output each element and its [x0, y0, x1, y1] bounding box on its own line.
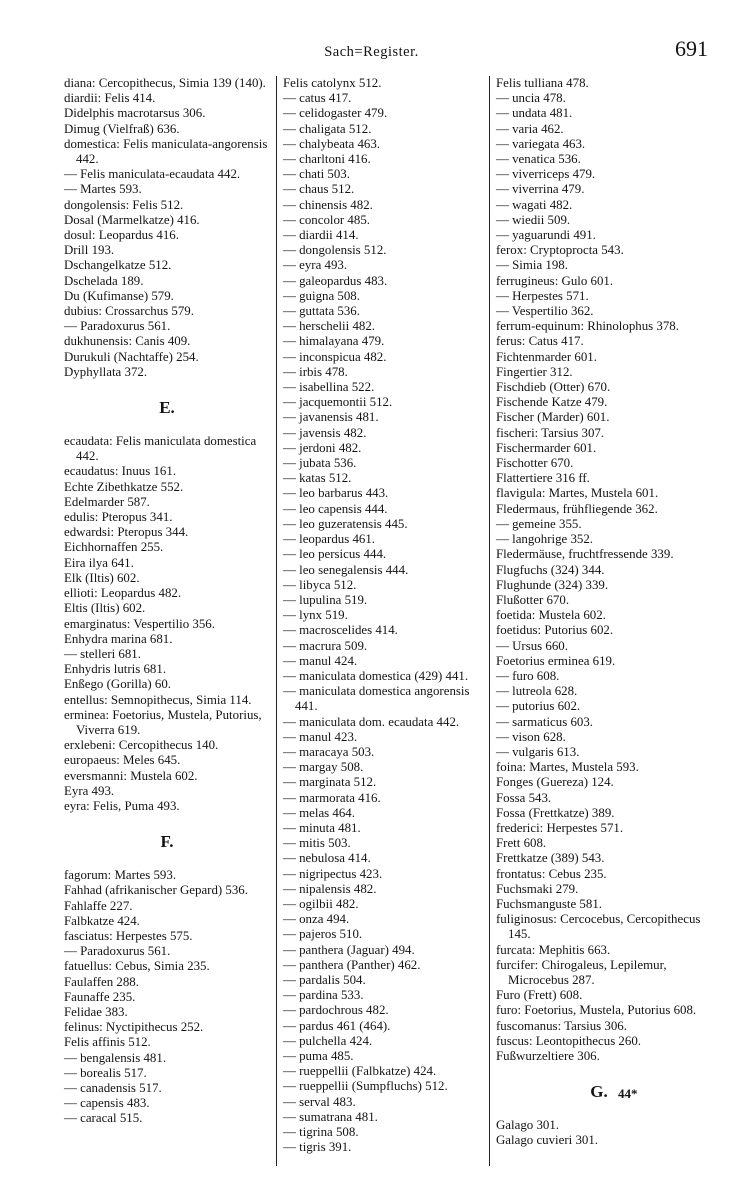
index-entry: Furo (Frett) 608.	[496, 988, 583, 1003]
index-entry: dubius: Crossarchus 579.	[64, 304, 194, 319]
index-entry: Enßego (Gorilla) 60.	[64, 677, 172, 692]
printer-signature: 44*	[618, 1086, 638, 1101]
index-entry: — javanensis 481.	[283, 410, 379, 425]
index-entry: domestica: Felis maniculata-angorensis 442.	[64, 136, 268, 167]
index-entry: — pardalis 504.	[283, 972, 366, 987]
index-entry: — inconspicua 482.	[283, 349, 387, 364]
index-entry: — macrura 509.	[283, 638, 368, 653]
index-entry: dongolensis: Felis 512.	[64, 197, 184, 212]
section-f-list	[64, 868, 270, 1126]
index-entry: Drill 193.	[64, 243, 115, 258]
index-entry: — maracaya 503.	[283, 744, 375, 759]
index-entry: — tigrina 508.	[283, 1125, 359, 1140]
index-entry: — guttata 536.	[283, 304, 360, 319]
index-entry: — lupulina 519.	[283, 592, 368, 607]
index-entry: — Felis maniculata-ecaudata 442.	[64, 167, 241, 182]
index-entry: — venatica 536.	[496, 152, 581, 167]
index-entry: Felis catolynx 512.	[283, 76, 382, 90]
index-entry: — undata 481.	[496, 106, 573, 121]
index-entry: — serval 483.	[283, 1094, 356, 1109]
index-entry: — celidogaster 479.	[283, 106, 388, 121]
index-entry: Fledermäuse, fruchtfressende 339.	[496, 547, 674, 562]
index-entry: fuscus: Leontopithecus 260.	[496, 1033, 641, 1048]
index-entry: — Paradoxurus 561.	[64, 944, 171, 959]
index-entry: — leo guzeratensis 445.	[283, 516, 408, 531]
index-entry: — nebulosa 414.	[283, 851, 371, 866]
index-entry: — variegata 463.	[496, 136, 586, 151]
index-entry: diana: Cercopithecus, Simia 139 (140).	[64, 76, 266, 90]
index-entry: ellioti: Leopardus 482.	[64, 586, 182, 601]
index-entry: — herschelii 482.	[283, 319, 376, 334]
index-entry: Faulaffen 288.	[64, 974, 139, 989]
index-entry: Fuchsmaki 279.	[496, 881, 579, 896]
index-entry: fatuellus: Cebus, Simia 235.	[64, 959, 210, 974]
index-entry: Foetorius erminea 619.	[496, 653, 616, 668]
index-entry: Frett 608.	[496, 836, 547, 851]
index-entry: — diardii 414.	[283, 228, 359, 243]
index-entry: erxlebeni: Cercopithecus 140.	[64, 738, 219, 753]
index-entry: edulis: Pteropus 341.	[64, 510, 173, 525]
index-entry: Dyphyllata 372.	[64, 364, 148, 379]
index-entry: — macroscelides 414.	[283, 623, 398, 638]
index-entry: — pardus 461 (464).	[283, 1018, 391, 1033]
index-entry: — marmorata 416.	[283, 790, 381, 805]
index-entry: — margay 508.	[283, 760, 364, 775]
index-column-1	[64, 76, 270, 1166]
index-entry: — puma 485.	[283, 1049, 354, 1063]
index-entry: diardii: Felis 414.	[64, 91, 156, 106]
index-entry: — leo persicus 444.	[283, 547, 387, 562]
index-entry: — wiedii 509.	[496, 212, 571, 227]
index-entry: Falbkatze 424.	[64, 913, 140, 928]
index-entry: — panthera (Panther) 462.	[283, 957, 421, 972]
index-entry: — Vespertilio 362.	[496, 304, 594, 319]
index-entry: emarginatus: Vespertilio 356.	[64, 616, 215, 631]
section-letter-f: F.	[160, 832, 174, 852]
index-entry: Fischer (Marder) 601.	[496, 410, 610, 425]
index-entry: — yaguarundi 491.	[496, 228, 596, 243]
index-entry: — guigna 508.	[283, 288, 360, 303]
index-entry: Dosal (Marmelkatze) 416.	[64, 212, 200, 227]
index-entry: Fahhad (afrikanischer Gepard) 536.	[64, 883, 248, 898]
index-entry: — vulgaris 613.	[496, 744, 580, 759]
index-entry: — sarmaticus 603.	[496, 714, 594, 729]
index-entry: — nipalensis 482.	[283, 881, 377, 896]
index-entry: — Martes 593.	[64, 182, 142, 197]
index-entry: — manul 423.	[283, 729, 358, 744]
index-entry: felinus: Nyctipithecus 252.	[64, 1020, 204, 1035]
index-entry: Fischotter 670.	[496, 456, 574, 471]
index-entry: — galeopardus 483.	[283, 273, 388, 288]
index-entry: foetida: Mustela 602.	[496, 608, 606, 623]
index-entry: — lutreola 628.	[496, 684, 578, 699]
index-entry: — viverriceps 479.	[496, 167, 596, 182]
index-entry: fuliginosus: Cercocebus, Cercopithecus 145.	[496, 912, 701, 942]
index-entry: Fonges (Guereza) 124.	[496, 775, 614, 790]
index-entry: — chalybeata 463.	[283, 136, 381, 151]
index-entry: edwardsi: Pteropus 344.	[64, 525, 189, 540]
index-entry: — chaligata 512.	[283, 121, 372, 136]
index-entry: — himalayana 479.	[283, 334, 385, 349]
index-entry: Edelmarder 587.	[64, 494, 150, 509]
index-entry: Galago cuvieri 301.	[496, 1133, 599, 1148]
index-entry: ferrum-equinum: Rhinolophus 378.	[496, 319, 679, 334]
index-entry: Fingertier 312.	[496, 364, 573, 379]
index-entry: ferus: Catus 417.	[496, 334, 584, 349]
index-entry: Enhydris lutris 681.	[64, 662, 167, 677]
index-entry: — chati 503.	[283, 167, 350, 182]
index-entry: Flußotter 670.	[496, 592, 570, 607]
index-entry: — viverrina 479.	[496, 182, 585, 197]
index-entry: Flughunde (324) 339.	[496, 577, 609, 592]
section-f-continued-list	[490, 76, 708, 1064]
index-entry: ferox: Cryptoprocta 543.	[496, 243, 624, 258]
index-entry: — irbis 478.	[283, 364, 348, 379]
index-entry: fasciatus: Herpestes 575.	[64, 928, 193, 943]
index-entry: Durukuli (Nachtaffe) 254.	[64, 349, 199, 364]
index-entry: Faunaffe 235.	[64, 989, 136, 1004]
section-g-list	[490, 1118, 708, 1148]
running-title: Sach=Register.	[324, 44, 419, 60]
index-entry: — concolor 485.	[283, 212, 370, 227]
index-entry: flavigula: Martes, Mustela 601.	[496, 486, 659, 501]
index-entry: eyra: Felis, Puma 493.	[64, 798, 180, 813]
index-entry: — minuta 481.	[283, 820, 361, 835]
index-entry: — furo 608.	[496, 668, 560, 683]
index-entry: — rueppellii (Sumpfluchs) 512.	[283, 1079, 448, 1094]
index-entry: — leo barbarus 443.	[283, 486, 389, 501]
index-entry: — borealis 517.	[64, 1065, 147, 1080]
index-entry: — marginata 512.	[283, 775, 377, 790]
index-entry: furo: Foetorius, Mustela, Putorius 608.	[496, 1003, 697, 1018]
index-entry: — langohrige 352.	[496, 532, 594, 547]
index-entry: — wagati 482.	[496, 197, 573, 212]
index-entry: — putorius 602.	[496, 699, 581, 714]
index-entry: Frettkatze (389) 543.	[496, 851, 605, 866]
index-entry: Dimug (Vielfraß) 636.	[64, 121, 180, 136]
index-entry: fischeri: Tarsius 307.	[496, 425, 605, 440]
felis-list	[277, 76, 483, 1155]
section-e-list	[64, 434, 270, 814]
index-entry: Fossa 543.	[496, 790, 552, 805]
index-entry: — bengalensis 481.	[64, 1050, 167, 1065]
index-entry: Fischende Katze 479.	[496, 395, 608, 410]
index-entry: — pardina 533.	[283, 988, 364, 1003]
index-entry: — nigripectus 423.	[283, 866, 383, 881]
index-entry: — chaus 512.	[283, 182, 355, 197]
index-entry: — rueppellii (Falbkatze) 424.	[283, 1064, 437, 1079]
section-letter-g: G.	[590, 1082, 608, 1102]
index-entry: Fledermaus, frühfliegende 362.	[496, 501, 658, 516]
index-entry: — charltoni 416.	[283, 152, 371, 167]
index-entry: — pardochrous 482.	[283, 1003, 389, 1018]
index-entry: — gemeine 355.	[496, 516, 582, 531]
index-entry: — maniculata dom. ecaudata 442.	[283, 714, 460, 729]
index-entry: ecaudata: Felis maniculata domestica 442.	[64, 434, 257, 464]
index-entry: — Simia 198.	[496, 258, 568, 273]
index-entry: fagorum: Martes 593.	[64, 868, 177, 883]
index-entry: — jerdoni 482.	[283, 440, 362, 455]
index-entry: Felis tulliana 478.	[496, 76, 589, 90]
index-entry: — leopardus 461.	[283, 532, 376, 547]
index-entry: erminea: Foetorius, Mustela, Putorius, Viverra 619.	[64, 707, 262, 737]
index-entry: Fuchsmanguste 581.	[496, 896, 602, 911]
index-entry: dukhunensis: Canis 409.	[64, 334, 191, 349]
index-entry: — chinensis 482.	[283, 197, 373, 212]
index-entry: Enhydra marina 681.	[64, 631, 173, 646]
index-entry: Fischdieb (Otter) 670.	[496, 380, 611, 395]
index-entry: ecaudatus: Inuus 161.	[64, 464, 177, 479]
index-entry: Didelphis macrotarsus 306.	[64, 106, 206, 121]
index-entry: — isabellina 522.	[283, 380, 375, 395]
index-column-2	[276, 76, 483, 1166]
index-entry: — panthera (Jaguar) 494.	[283, 942, 415, 957]
index-entry: Galago 301.	[496, 1118, 560, 1133]
index-entry: — libyca 512.	[283, 577, 357, 592]
page-number: 691	[675, 36, 708, 61]
index-entry: — varia 462.	[496, 121, 564, 136]
index-entry: — sumatrana 481.	[283, 1109, 378, 1124]
index-entry: Dschangelkatze 512.	[64, 258, 172, 273]
section-letter-e: E.	[159, 398, 175, 418]
index-entry: — ogilbii 482.	[283, 896, 359, 911]
index-entry: — lynx 519.	[283, 608, 348, 623]
index-entry: — stelleri 681.	[64, 646, 141, 661]
index-entry: — maniculata domestica (429) 441.	[283, 668, 469, 683]
index-entry: — jacquemontii 512.	[283, 395, 393, 410]
index-entry: — caracal 515.	[64, 1111, 143, 1126]
index-entry: — katas 512.	[283, 471, 352, 486]
index-entry: — Ursus 660.	[496, 638, 568, 653]
index-entry: — tigris 391.	[283, 1140, 352, 1155]
index-entry: — leo capensis 444.	[283, 501, 388, 516]
index-entry: Dschelada 189.	[64, 273, 144, 288]
index-entry: furcata: Mephitis 663.	[496, 942, 611, 957]
section-d-list	[64, 76, 270, 380]
index-entry: Felis affinis 512.	[64, 1035, 151, 1050]
index-entry: — canadensis 517.	[64, 1080, 162, 1095]
index-entry: — onza 494.	[283, 912, 350, 927]
index-entry: — uncia 478.	[496, 91, 566, 106]
index-entry: Fischermarder 601.	[496, 440, 597, 455]
index-entry: Eyra 493.	[64, 783, 115, 798]
index-entry: — maniculata domestica angorensis 441.	[283, 684, 470, 714]
index-entry: Fahlaffe 227.	[64, 898, 133, 913]
index-entry: — melas 464.	[283, 805, 355, 820]
index-entry: — eyra 493.	[283, 258, 348, 273]
index-entry: Eichhornaffen 255.	[64, 540, 164, 555]
index-entry: frederici: Herpestes 571.	[496, 820, 624, 835]
index-entry: — Herpestes 571.	[496, 288, 589, 303]
index-entry: Fußwurzeltiere 306.	[496, 1049, 600, 1063]
index-entry: entellus: Semnopithecus, Simia 114.	[64, 692, 252, 707]
index-entry: europaeus: Meles 645.	[64, 753, 181, 768]
index-entry: — jubata 536.	[283, 456, 357, 471]
index-entry: Eira ilya 641.	[64, 555, 134, 570]
index-entry: — pajeros 510.	[283, 927, 363, 942]
index-entry: — Paradoxurus 561.	[64, 319, 171, 334]
index-entry: — catus 417.	[283, 91, 352, 106]
index-entry: Flugfuchs (324) 344.	[496, 562, 605, 577]
index-entry: — vison 628.	[496, 729, 566, 744]
index-entry: furcifer: Chirogaleus, Lepilemur, Microcebus 287.	[496, 957, 667, 987]
index-entry: Felidae 383.	[64, 1004, 128, 1019]
index-entry: fuscomanus: Tarsius 306.	[496, 1018, 627, 1033]
index-entry: eversmanni: Mustela 602.	[64, 768, 198, 783]
index-entry: — pulchella 424.	[283, 1033, 373, 1048]
index-entry: — javensis 482.	[283, 425, 367, 440]
index-entry: ferrugineus: Gulo 601.	[496, 273, 614, 288]
index-entry: foetidus: Putorius 602.	[496, 623, 614, 638]
index-entry: dosul: Leopardus 416.	[64, 228, 179, 243]
index-entry: Eltis (Iltis) 602.	[64, 601, 146, 616]
page-header	[0, 36, 743, 64]
index-entry: Echte Zibethkatze 552.	[64, 479, 184, 494]
index-entry: Fichtenmarder 601.	[496, 349, 597, 364]
index-entry: — capensis 483.	[64, 1096, 150, 1111]
index-entry: — manul 424.	[283, 653, 358, 668]
index-entry: Du (Kufimanse) 579.	[64, 288, 174, 303]
index-entry: foina: Martes, Mustela 593.	[496, 760, 639, 775]
index-entry: Fossa (Frettkatze) 389.	[496, 805, 615, 820]
index-entry: — dongolensis 512.	[283, 243, 387, 258]
index-entry: Elk (Iltis) 602.	[64, 570, 140, 585]
index-entry: — mitis 503.	[283, 836, 351, 851]
index-entry: Flattertiere 316 ff.	[496, 471, 590, 486]
index-entry: — leo senegalensis 444.	[283, 562, 409, 577]
index-entry: frontatus: Cebus 235.	[496, 866, 607, 881]
index-column-3	[489, 76, 708, 1166]
